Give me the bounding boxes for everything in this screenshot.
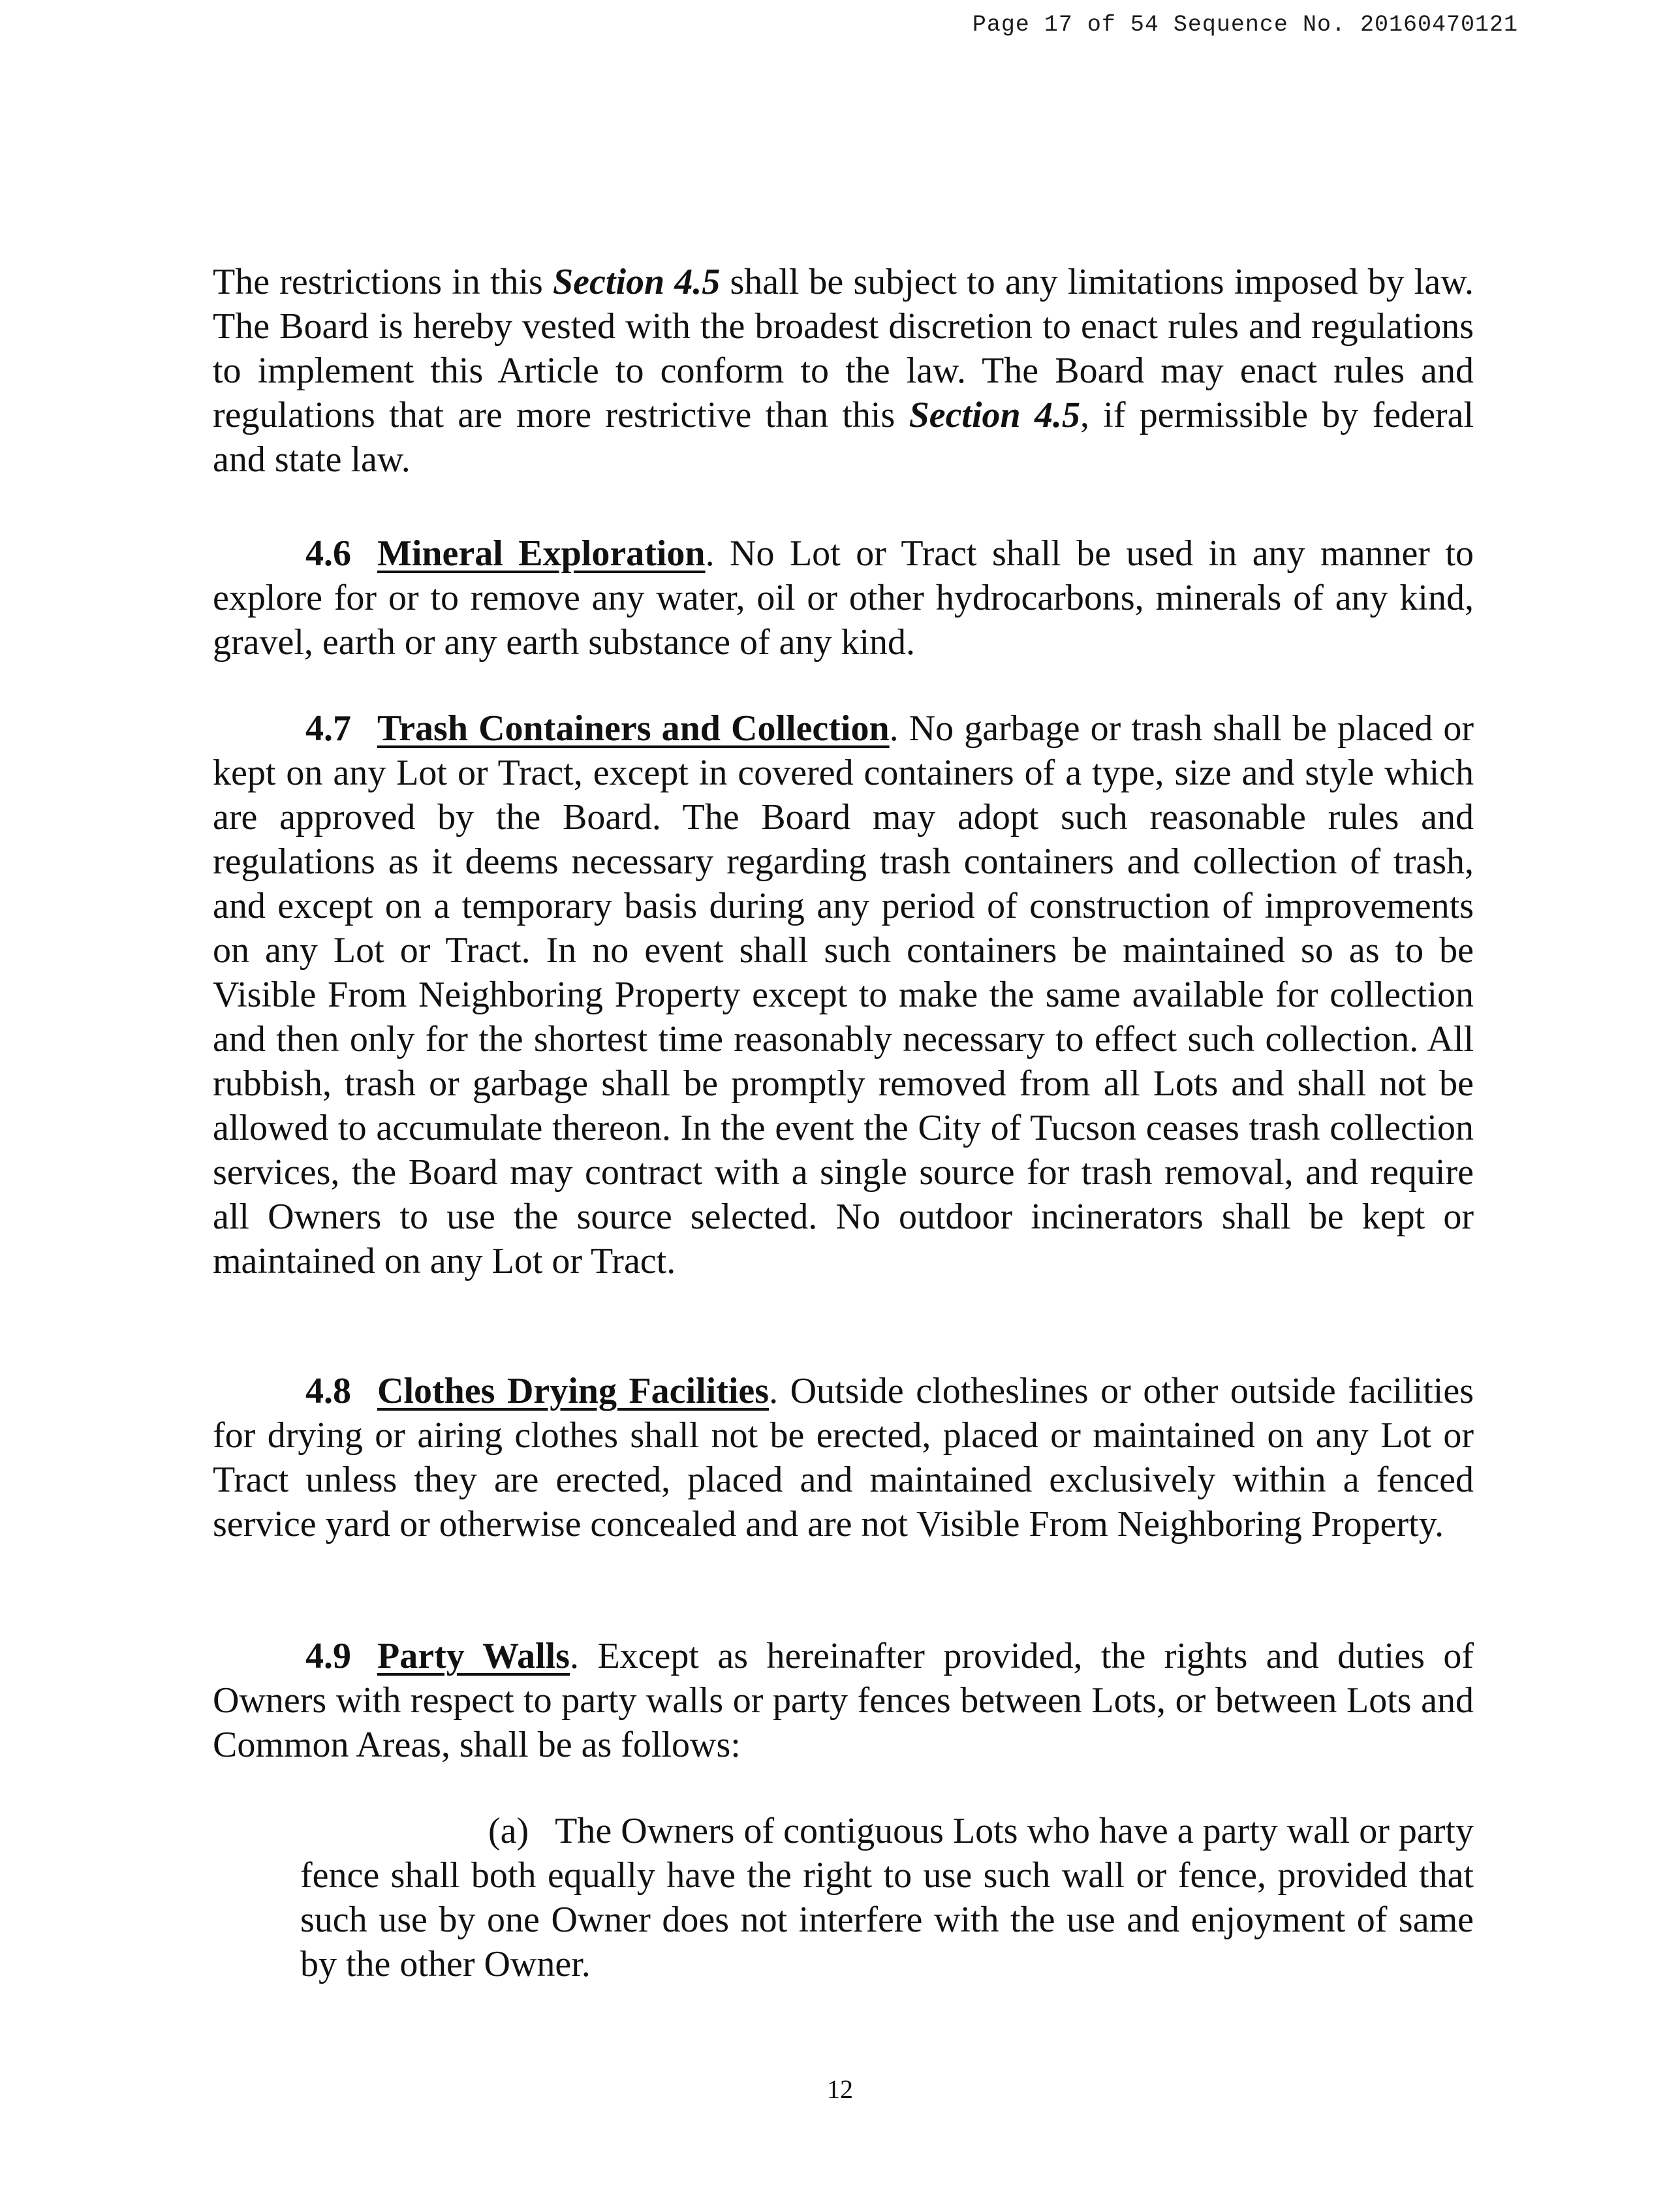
section-text: . Outside clotheslines or other outside facilities for drying or airing clothes shall not be erected, placed or maintained on any Lot or Tract unless they are erected, placed and maintained exclusively within a fenced service yard or otherwise concealed and are not Visible From Neighboring Property. [213,1371,1474,1544]
section-reference: Section 4.5 [909,395,1080,435]
subsection-text: The Owners of contiguous Lots who have a party wall or party fence shall both equally have the right to use such wall or fence, provided that such use by one Owner does not interfere with the use and enjoyment of same by the other Owner. [300,1811,1474,1984]
section-4-8 [213,1369,1474,1546]
subsection-a [213,1809,1474,1986]
section-heading: Mineral Exploration [377,533,706,574]
section-heading: Clothes Drying Facilities [377,1371,770,1411]
section-text: . No garbage or trash shall be placed or kept on any Lot or Tract, except in covered containers of a type, size and style which are approved by the Board. The Board may adopt such reasonable rules and regulations as it deems necessary regarding trash containers and collection of trash, and except on a temporary basis during any period of construction of improvements on any Lot or Tract. In no event shall such containers be maintained so as to be Visible From Neighboring Property except to make the same available for collection and then only for the shortest time reasonably necessary to effect such collection. All rubbish, trash or garbage shall be promptly removed from all Lots and shall not be allowed to accumulate thereon. In the event the City of Tucson ceases trash collection services, the Board may contract with a single source for trash removal, and require all Owners to use the source selected. No outdoor incinerators shall be kept or maintained on any Lot or Tract. [213,708,1474,1281]
section-heading: Trash Containers and Collection [377,708,890,749]
section-text: . Except as hereinafter provided, the rights and duties of Owners with respect to party walls or party fences between Lots, or between Lots and Common Areas, shall be as follows: [213,1636,1474,1765]
section-text: . No Lot or Tract shall be used in any manner to explore for or to remove any water, oil or other hydrocarbons, minerals of any kind, gravel, earth or any earth substance of any kind. [213,533,1474,663]
intro-paragraph [213,260,1474,482]
section-number: 4.6 [305,533,351,574]
section-4-6 [213,531,1474,665]
section-4-7 [213,706,1474,1283]
page-number: 12 [827,2075,853,2104]
section-heading: Party Walls [377,1636,570,1676]
section-reference: Section 4.5 [553,262,721,302]
section-4-9 [213,1634,1474,1767]
subsection-label: (a) [488,1811,529,1851]
intro-text-1: The restrictions in this [213,262,553,302]
section-number: 4.8 [305,1371,351,1411]
page-sequence-header: Page 17 of 54 Sequence No. 20160470121 [972,12,1518,38]
intro-text-3: , if permissible by federal and state law. [213,395,1474,480]
intro-text-2: shall be subject to any limitations imposed by law. The Board is hereby vested with the broadest discretion to enact rules and regulations to implement this Article to conform to the law. The Board may enact rules and regulations that are more restrictive than this [213,262,1474,435]
section-number: 4.9 [305,1636,351,1676]
section-number: 4.7 [305,708,351,749]
